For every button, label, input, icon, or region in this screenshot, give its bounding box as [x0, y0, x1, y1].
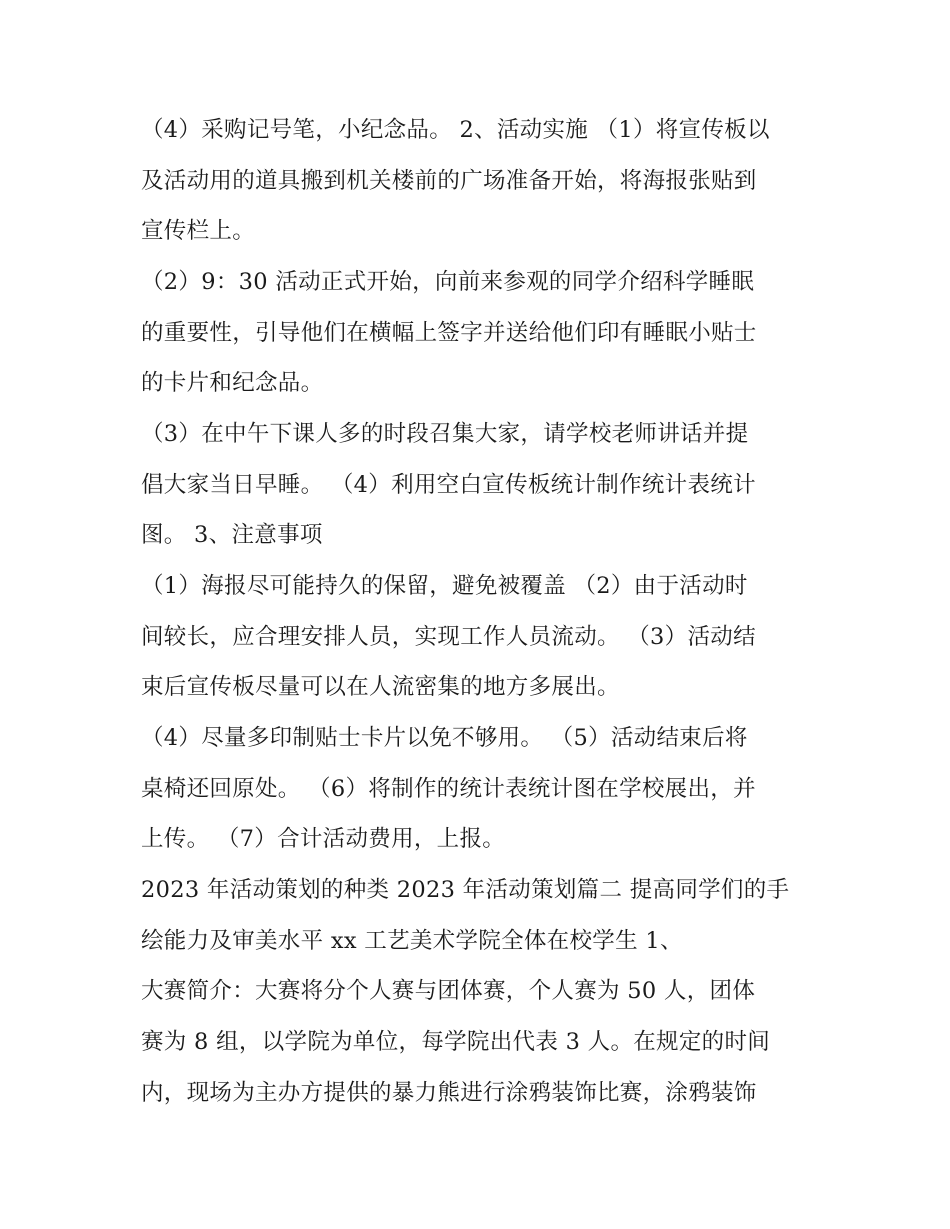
- text-line: 间较长，应合理安排人员，实现工作人员流动。 （3）活动结: [141, 624, 756, 650]
- text-line: 桌椅还回原处。 （6）将制作的统计表统计图在学校展出，并: [141, 776, 756, 802]
- text-line: 束后宣传板尽量可以在人流密集的地方多展出。: [141, 674, 620, 700]
- text-line: 上传。 （7）合计活动费用，上报。: [141, 826, 506, 852]
- text-line: 宣传栏上。: [141, 218, 256, 244]
- text-line: 内，现场为主办方提供的暴力熊进行涂鸦装饰比赛，涂鸦装饰: [141, 1080, 757, 1106]
- text-line: （4）采购记号笔，小纪念品。 2、活动实施 （1）将宣传板以: [141, 117, 770, 143]
- text-line: 图。 3、注意事项: [141, 522, 323, 548]
- text-line: （2）9：30 活动正式开始，向前来参观的同学介绍科学睡眠: [141, 269, 755, 295]
- text-line: 的卡片和纪念品。: [141, 370, 324, 396]
- text-line: 及活动用的道具搬到机关楼前的广场准备开始，将海报张贴到: [141, 168, 757, 194]
- text-line: 赛为 8 组，以学院为单位，每学院出代表 3 人。在规定的时间: [141, 1029, 771, 1055]
- text-line: 绘能力及审美水平 xx 工艺美术学院全体在校学生 1、: [141, 928, 683, 954]
- text-line: 2023 年活动策划的种类 2023 年活动策划篇二 提高同学们的手: [141, 877, 790, 903]
- text-line: （1）海报尽可能持久的保留，避免被覆盖 （2）由于活动时: [141, 573, 748, 599]
- text-line: 大赛简介：大赛将分个人赛与团体赛，个人赛为 50 人，团体: [141, 978, 756, 1004]
- text-line: （3）在中午下课人多的时段召集大家，请学校老师讲话并提: [141, 421, 749, 447]
- text-line: 倡大家当日早睡。 （4）利用空白宣传板统计制作统计表统计: [141, 472, 756, 498]
- text-line: （4）尽量多印制贴士卡片以免不够用。 （5）活动结束后将: [141, 725, 748, 751]
- text-line: 的重要性，引导他们在横幅上签字并送给他们印有睡眠小贴士: [141, 320, 757, 346]
